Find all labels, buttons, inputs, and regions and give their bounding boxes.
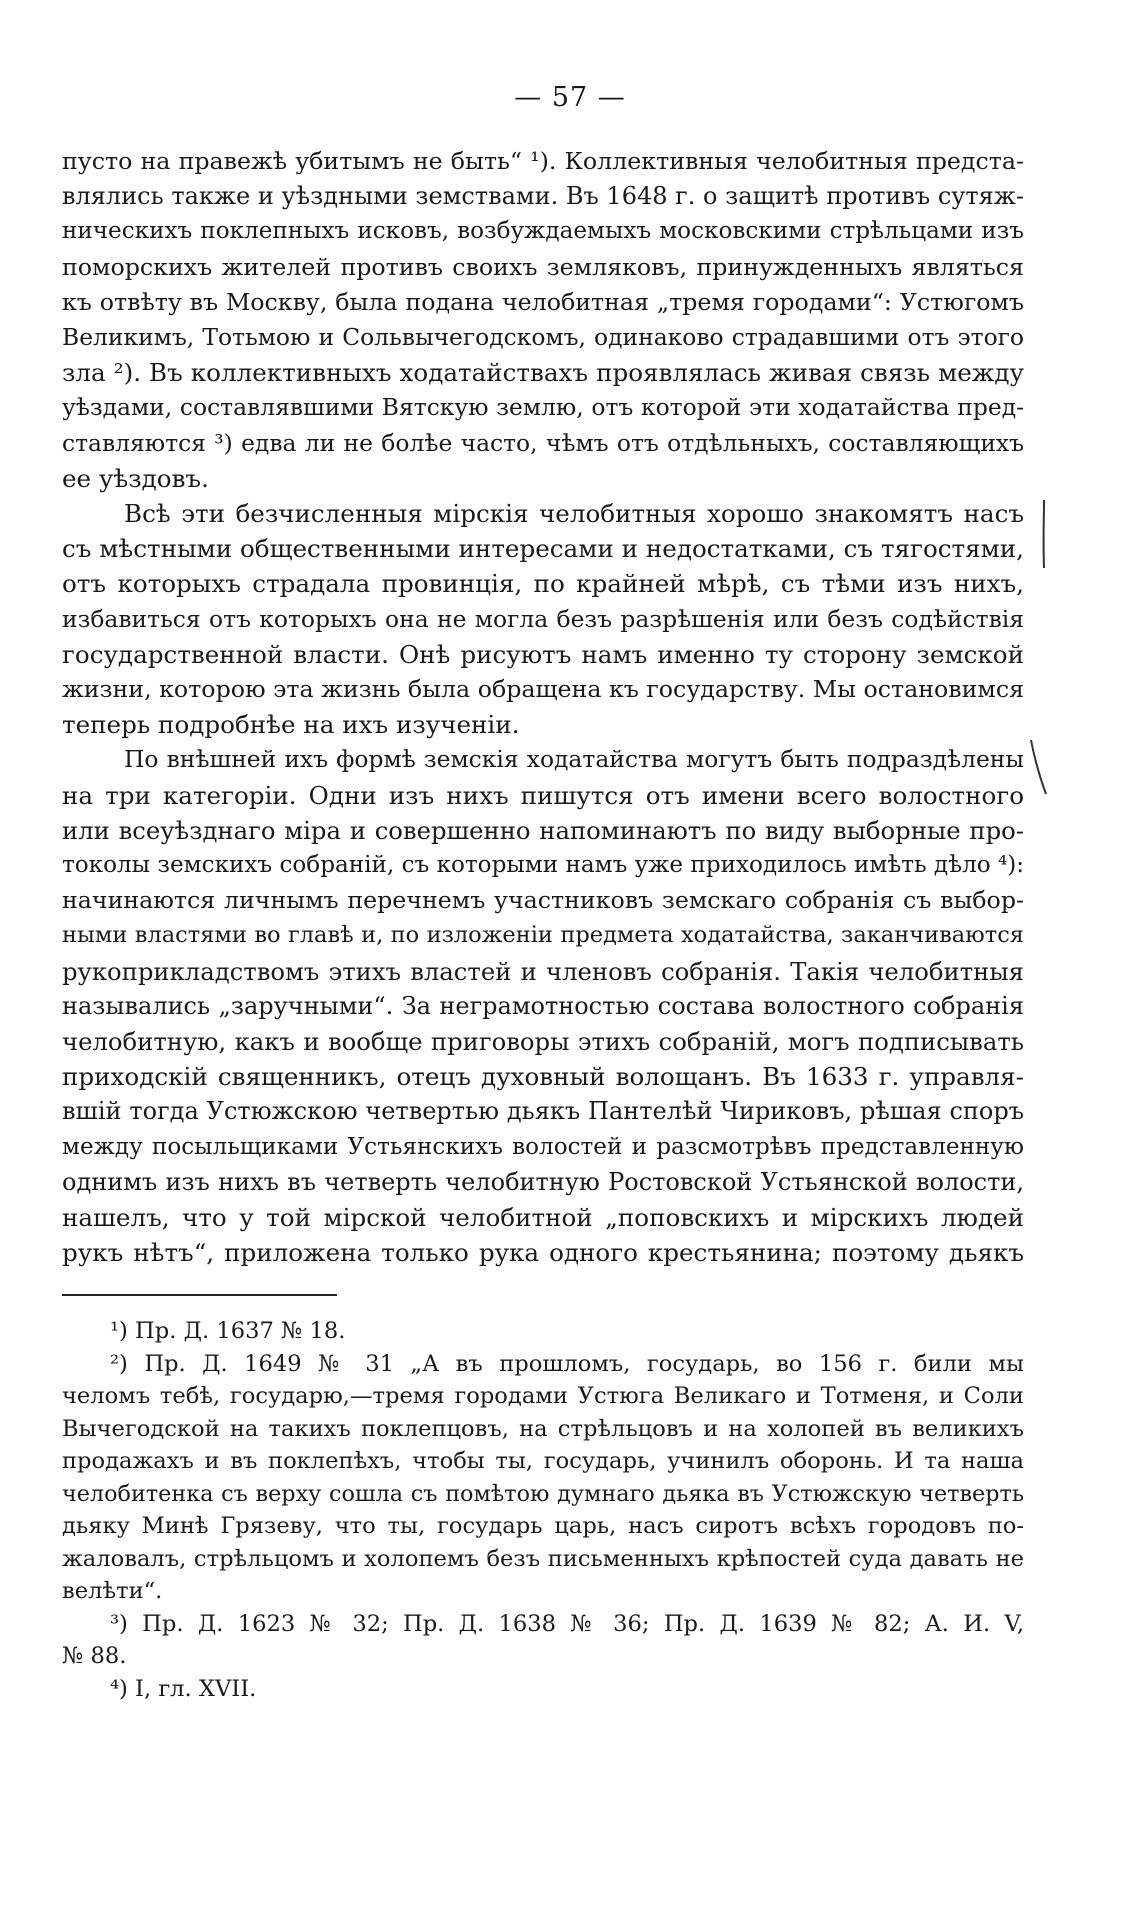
- text-line: теперь подробнѣе на ихъ изученіи.: [62, 710, 520, 740]
- text-line: жизни, которою эта жизнь была обращена къ государству. Мы остановимся: [62, 675, 1025, 704]
- text-line: пусто на правежѣ убитымъ не быть“ ¹). Коллективныя челобитныя предста-: [62, 147, 1024, 175]
- text-line: приходскій священникъ, отецъ духовный волощанъ. Въ 1633 г. управля-: [62, 1062, 1024, 1092]
- text-line: на три категоріи. Одни изъ нихъ пишутся отъ имени всего волостного: [62, 780, 1024, 810]
- text-line: Великимъ, Тотьмою и Сольвычегодскомъ, одинаково страдавшими отъ этого: [62, 323, 1024, 352]
- paragraph-3: [62, 742, 1024, 1270]
- footnote-2-line: продажахъ и въ поклепѣхъ, чтобы ты, государь, учинилъ оборонь. И та наша: [62, 1448, 1024, 1474]
- footnote-2-line: ²) Пр. Д. 1649 № 31 „А въ прошломъ, государь, во 156 г. били мы: [110, 1350, 1024, 1377]
- margin-mark-slash: [1028, 738, 1050, 798]
- footnote-1: ¹) Пр. Д. 1637 № 18.: [110, 1318, 346, 1344]
- footnote-2-line: Вычегодской на такихъ поклепцовъ, на стрѣльцовъ и на холопей въ великихъ: [62, 1415, 1024, 1442]
- footnote-3-line: № 88.: [62, 1643, 127, 1669]
- text-line: челобитную, какъ и вообще приговоры этихъ собраній, могъ подписывать: [62, 1027, 1024, 1057]
- text-line: государственной власти. Онѣ рисуютъ намъ именно ту сторону земской: [62, 639, 1024, 669]
- footnotes: [62, 1315, 1024, 1705]
- text-line: рукоприкладствомъ этихъ властей и членовъ собранія. Такія челобитныя: [62, 956, 1024, 986]
- footnote-2-line: дьяку Минѣ Грязеву, что ты, государь царь, насъ сиротъ всѣхъ городовъ по-: [62, 1513, 1024, 1539]
- text-line: влялись также и уѣздными земствами. Въ 1648 г. о защитѣ противъ сутяж-: [62, 182, 1024, 211]
- text-line: съ мѣстными общественными интересами и недостатками, съ тягостями,: [62, 534, 1024, 564]
- text-line: однимъ изъ нихъ въ четверть челобитную Ростовской Устьянской волости,: [62, 1167, 1024, 1196]
- text-line: избавиться отъ которыхъ она не могла безъ разрѣшенія или безъ содѣйствія: [62, 604, 1024, 633]
- text-line: отъ которыхъ страдала провинція, по крайней мѣрѣ, съ тѣми изъ нихъ,: [62, 569, 1024, 599]
- text-line: ными властями во главѣ и, по изложеніи предмета ходатайства, заканчиваются: [62, 922, 1024, 949]
- text-line: поморскихъ жителей противъ своихъ земляковъ, принужденныхъ являться: [62, 252, 1024, 281]
- body-text: [62, 144, 1024, 1271]
- text-line: между посыльщиками Устьянскихъ волостей и разсмотрѣвъ представленную: [62, 1133, 1024, 1160]
- footnote-separator: [62, 1294, 337, 1296]
- text-line: По внѣшней ихъ формѣ земскія ходатайства могутъ быть подраздѣлены: [124, 745, 1024, 774]
- footnote-3-line: ³) Пр. Д. 1623 № 32; Пр. Д. 1638 № 36; Пр. Д. 1639 № 82; А. И. V,: [110, 1610, 1024, 1637]
- text-line: зла ²). Въ коллективныхъ ходатайствахъ проявлялась живая связь между: [62, 358, 1024, 388]
- footnote-2-line: жаловалъ, стрѣльцомъ и холопемъ безъ письменныхъ крѣпостей суда давать не: [62, 1545, 1024, 1572]
- footnote-4: ⁴) I, гл. XVII.: [110, 1675, 257, 1702]
- text-line: Всѣ эти безчисленныя мірскія челобитныя хорошо знакомятъ насъ: [124, 499, 1024, 529]
- text-line: назывались „заручными“. За неграмотностью состава волостного собранія: [62, 991, 1024, 1020]
- text-line: уѣздами, составлявшими Вятскую землю, отъ которой эти ходатайства пред-: [62, 393, 1024, 422]
- text-line: къ отвѣту въ Москву, была подана челобитная „тремя городами“: Устюгомъ: [62, 287, 1024, 316]
- paragraph-2: [62, 496, 1024, 742]
- text-line: токолы земскихъ собраній, съ которыми намъ уже приходилось имѣть дѣло ⁴):: [62, 852, 1025, 879]
- footnote-2-line: челобитенка съ верху сошла съ помѣтою думнаго дьяка въ Устюжскую четверть: [62, 1480, 1024, 1507]
- margin-mark-vertical: [1038, 498, 1050, 570]
- text-line: нашелъ, что у той мірской челобитной „поповскихъ и мірскихъ людей: [62, 1203, 1024, 1233]
- text-line: ническихъ поклепныхъ исковъ, возбуждаемыхъ московскими стрѣльцами изъ: [62, 218, 1024, 245]
- text-line: ставляются ³) едва ли не болѣе часто, чѣмъ отъ отдѣльныхъ, составляющихъ: [62, 428, 1024, 457]
- text-line: рукъ нѣтъ“, приложена только рука одного крестьянина; поэтому дьякъ: [62, 1238, 1024, 1268]
- paragraph-1: [62, 144, 1024, 496]
- footnote-2-line: велѣти“.: [62, 1578, 163, 1604]
- text-line: или всеуѣзднаго міра и совершенно напоминаютъ по виду выборные про-: [62, 815, 1024, 845]
- text-line: вшій тогда Устюжскою четвертью дьякъ Пантелѣй Чириковъ, рѣшая споръ: [62, 1097, 1024, 1126]
- page-number: — 57 —: [514, 82, 626, 113]
- footnote-2-line: челомъ тебѣ, государю,—тремя городами Устюга Великаго и Тотменя, и Соли: [62, 1383, 1024, 1409]
- text-line: ее уѣздовъ.: [62, 463, 209, 493]
- text-line: начинаются личнымъ перечнемъ участниковъ земскаго собранія съ выбор-: [62, 886, 1024, 915]
